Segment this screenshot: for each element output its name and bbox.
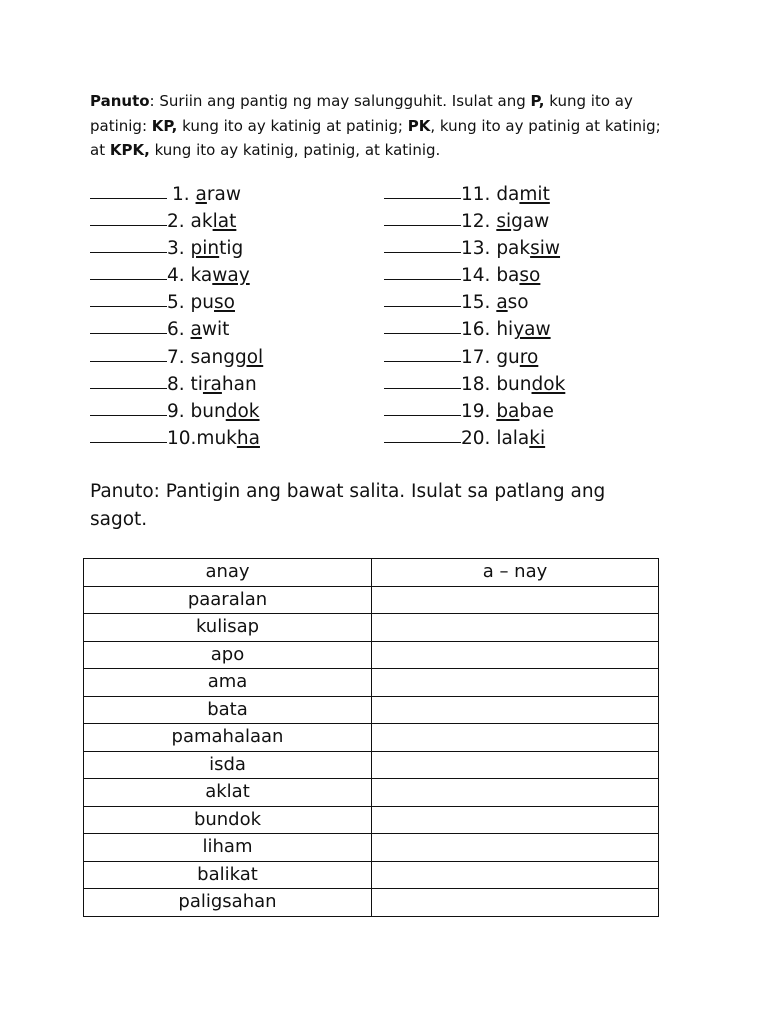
table-row [84,696,659,724]
word-part: sang [190,346,235,368]
underlined-syllable: gol [235,346,264,368]
word-part: wit [201,319,230,341]
answer-blank[interactable] [384,370,461,389]
item-word [496,428,545,449]
underlined-syllable: a [195,184,207,205]
word-part: bae [519,400,554,422]
word-cell: ama [84,669,372,697]
table-row [84,641,659,669]
item-number: 13. [461,238,497,260]
word-cell: bundok [84,806,372,834]
item-number: 5. [167,292,191,314]
answer-cell[interactable] [372,641,659,669]
answer-cell[interactable] [372,834,659,862]
answer-blank[interactable] [384,180,461,199]
word-cell: apo [84,641,372,669]
syllable-table [83,558,659,917]
answer-blank[interactable] [384,343,461,362]
answer-cell[interactable] [372,806,659,834]
code-kp: KP, [151,116,178,135]
word-part: han [221,373,257,395]
underlined-syllable: a [496,292,508,314]
word-cell: aklat [84,779,372,807]
answer-cell[interactable] [372,669,659,697]
item-number: 16. [461,319,497,341]
items-left-column [90,180,390,451]
instruction-text: : Suriin ang pantig ng may salungguhit. Isulat ang [149,92,531,110]
answer-blank[interactable] [90,288,167,307]
exercise-item [90,288,390,315]
item-word [496,319,550,340]
table-row [84,834,659,862]
item-word [196,428,260,449]
word-cell: liham [84,834,372,862]
answer-cell[interactable] [372,586,659,614]
item-number: 17. [461,346,497,368]
answer-blank[interactable] [384,234,461,253]
table-row [84,614,659,642]
exercise-item [90,180,390,207]
table-row [84,751,659,779]
exercise-item [384,343,684,370]
code-p: P, [530,92,545,110]
item-word [496,374,565,395]
instruction-text: kung ito ay katinig, patinig, at katinig. [149,141,441,159]
underlined-syllable: dok [531,373,566,395]
answer-cell[interactable] [372,889,659,917]
word-cell: pamahalaan [84,724,372,752]
table-row [84,559,659,587]
instruction-2: Panuto: Pantigin ang bawat salita. Isulat sa patlang ang sagot. [90,481,606,530]
item-number: 6. [167,319,191,341]
item-word [196,184,241,205]
answer-blank[interactable] [384,424,461,443]
underlined-syllable: so [519,265,541,287]
exercise-item [384,180,684,207]
word-cell: anay [84,559,372,587]
word-cell: isda [84,751,372,779]
exercise-item [384,234,684,261]
word-part: hi [496,319,514,341]
word-part: ka [190,265,213,287]
underlined-syllable: ha [236,427,260,449]
underlined-syllable: way [212,265,250,287]
table-row [84,669,659,697]
answer-blank[interactable] [90,424,167,443]
answer-blank[interactable] [90,315,167,334]
item-word [191,347,264,368]
item-word [191,319,230,340]
item-word [191,265,250,286]
answer-blank[interactable] [90,343,167,362]
table-row [84,586,659,614]
word-cell: paligsahan [84,889,372,917]
answer-blank[interactable] [90,234,167,253]
table-row [84,861,659,889]
code-pk: PK [407,116,431,135]
item-number: 2. [167,211,191,233]
answer-blank[interactable] [90,261,167,280]
word-part: bun [190,400,226,422]
underlined-syllable: ro [519,346,539,368]
word-part: da [496,184,520,205]
answer-blank[interactable] [384,261,461,280]
item-number: 18. [461,373,497,395]
exercise-item [384,315,684,342]
instruction-text: , kung ito ay patinig at katinig; at [90,116,661,159]
word-cell: paaralan [84,586,372,614]
item-word [191,211,237,232]
exercise-item [384,424,684,451]
exercise-item [90,234,390,261]
word-part: raw [206,184,241,205]
item-word [191,374,257,395]
answer-blank[interactable] [384,207,461,226]
exercise-item [90,343,390,370]
word-part: ti [190,373,203,395]
answer-blank[interactable] [384,288,461,307]
item-word [496,401,554,422]
answer-cell[interactable] [372,779,659,807]
underlined-syllable: yaw [513,319,551,341]
item-number: 12. [461,211,497,233]
word-part: pak [496,238,531,260]
answer-blank[interactable] [90,180,167,199]
answer-cell[interactable] [372,861,659,889]
item-word [496,211,549,232]
instruction-1 [90,89,670,163]
table-row [84,724,659,752]
underlined-syllable: ra [202,373,222,395]
answer-blank[interactable] [384,397,461,416]
underlined-syllable: a [190,319,202,341]
underlined-syllable: si [496,211,512,233]
word-part: gaw [511,211,550,233]
exercise-item [384,370,684,397]
word-cell: kulisap [84,614,372,642]
exercise-item [90,207,390,234]
exercise-item [90,370,390,397]
item-number: 11. [461,184,497,205]
code-kpk: KPK, [109,141,150,159]
exercise-item [384,207,684,234]
underlined-syllable: lat [212,211,237,233]
underlined-syllable: ba [496,400,520,422]
answer-blank[interactable] [90,397,167,416]
item-number: 10. [167,427,197,449]
word-part: gu [496,346,520,368]
items-right-column [384,180,684,451]
underlined-syllable: dok [225,400,260,422]
answer-cell[interactable] [372,751,659,779]
instruction-text: kung ito ay patinig: [90,92,633,135]
item-number: 8. [167,373,191,395]
item-number: 1. [172,184,196,205]
table-row [84,806,659,834]
instruction-label: Panuto [90,92,150,110]
item-number: 15. [461,292,497,314]
answer-blank[interactable] [90,207,167,226]
word-part: so [507,292,529,314]
underlined-syllable: so [214,292,235,314]
item-word [191,292,235,313]
item-number: 3. [167,238,191,260]
answer-cell[interactable] [372,696,659,724]
underlined-syllable: ki [529,427,546,449]
exercise-item [90,315,390,342]
table-row [84,889,659,917]
answer-cell[interactable] [372,614,659,642]
exercise-item [90,424,390,451]
word-cell: balikat [84,861,372,889]
underlined-syllable: mit [519,184,550,205]
answer-cell[interactable]: a – nay [372,559,659,587]
answer-cell[interactable] [372,724,659,752]
word-part: tig [219,238,244,260]
exercise-item [90,397,390,424]
item-word [496,265,540,286]
item-number: 7. [167,346,191,368]
answer-blank[interactable] [90,370,167,389]
word-cell: bata [84,696,372,724]
underlined-syllable: pin [190,238,220,260]
item-number: 20. [461,427,497,449]
item-number: 4. [167,265,191,287]
word-part: ba [496,265,520,287]
word-part: lala [496,427,530,449]
answer-blank[interactable] [384,315,461,334]
word-part: pu [190,292,215,314]
item-number: 19. [461,400,497,422]
item-number: 14. [461,265,497,287]
exercise-item [384,288,684,315]
word-part: muk [196,427,237,449]
word-part: bun [496,373,532,395]
instruction-text: kung ito ay katinig at patinig; [177,116,408,135]
exercise-item [384,261,684,288]
item-word [496,238,560,259]
table-row [84,779,659,807]
item-word [496,347,538,368]
exercise-item [90,261,390,288]
exercise-item [384,397,684,424]
word-part: ak [190,211,213,233]
underlined-syllable: siw [530,238,561,260]
item-word [496,292,528,313]
item-number: 9. [167,400,191,422]
item-word [496,184,550,205]
item-word [191,401,260,422]
item-word [191,238,244,259]
